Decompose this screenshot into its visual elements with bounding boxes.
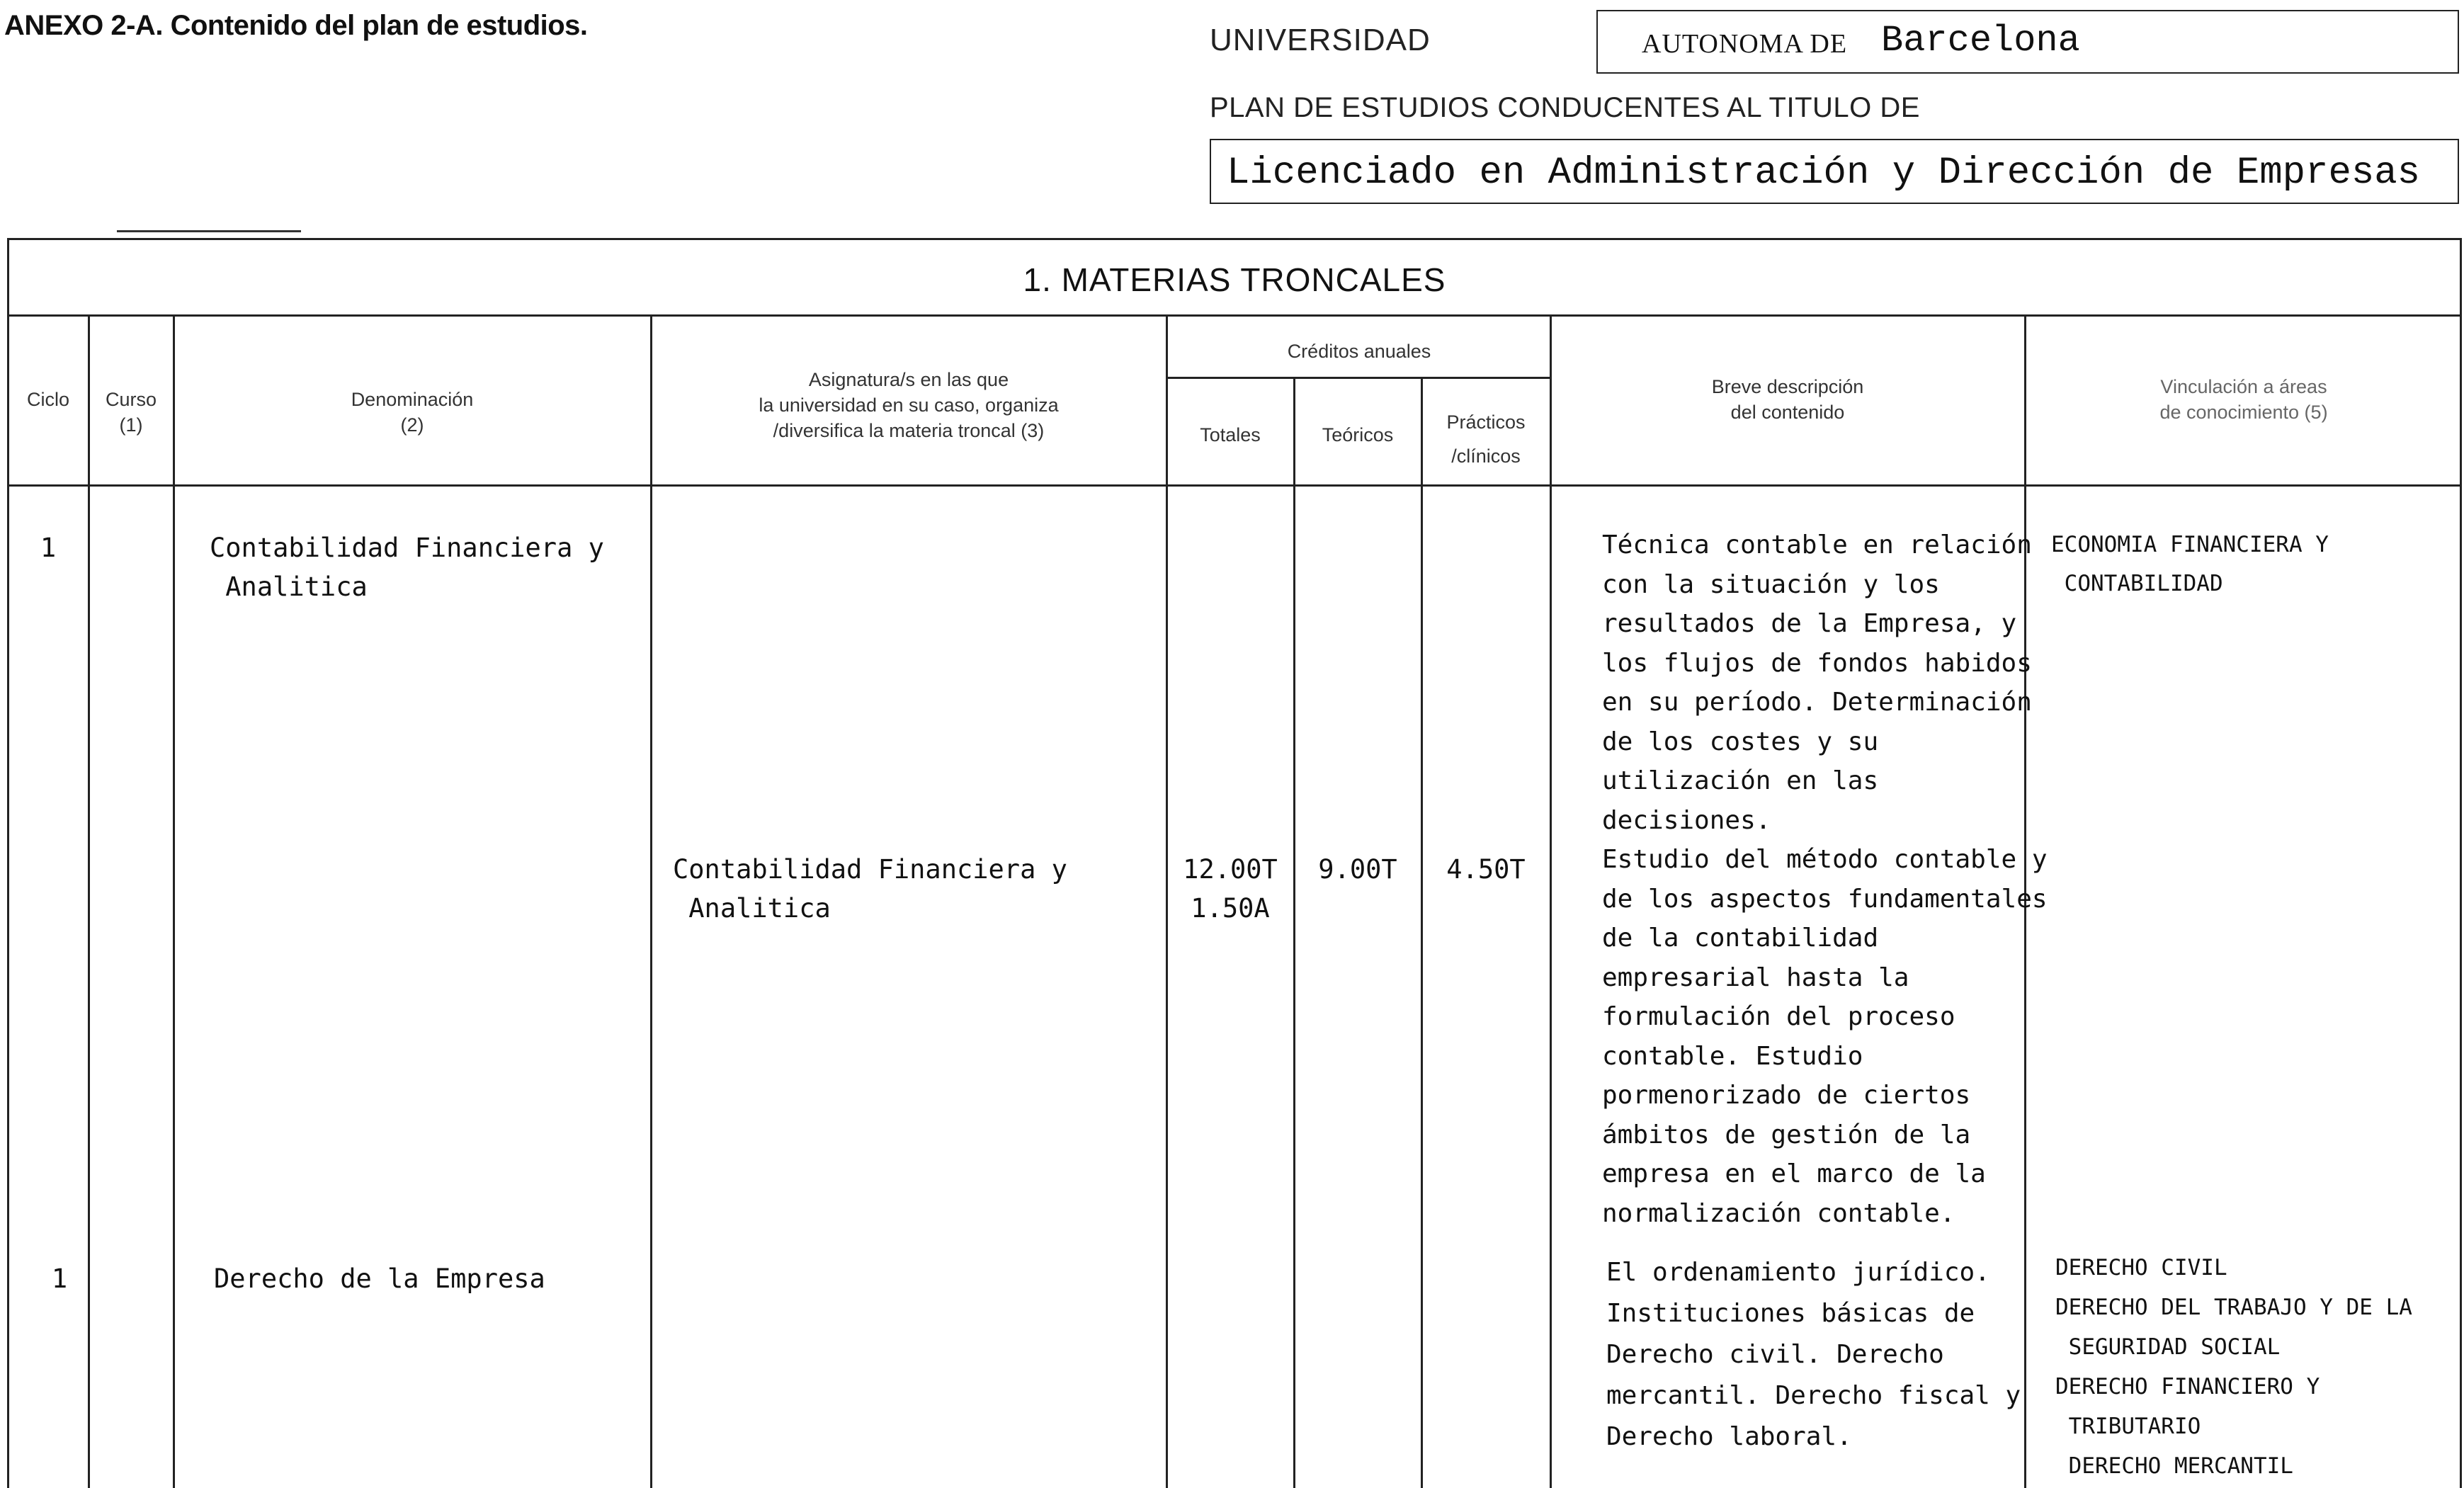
row2-denominacion: Derecho de la Empresa xyxy=(214,1263,545,1294)
annex-number: ANEXO 2-A. xyxy=(4,10,163,41)
row1-teoricos: 9.00T xyxy=(1318,854,1397,885)
header-curso: Curso (1) xyxy=(105,389,157,436)
col-divider-5 xyxy=(1293,377,1295,1488)
header-ciclo: Ciclo xyxy=(26,389,69,410)
degree-title: Licenciado en Administración y Dirección de Empresas xyxy=(1227,152,2421,195)
row1-denominacion: Contabilidad Financiera y Analitica xyxy=(210,533,604,602)
header-totales: Totales xyxy=(1200,424,1261,445)
col-divider-7 xyxy=(1550,314,1552,1488)
col-divider-4 xyxy=(1166,314,1168,1488)
col-divider-1 xyxy=(88,314,90,1488)
header-asignatura: Asignatura/s en las que la universidad en su caso, organiza /diversifica la materia troncal (3) xyxy=(759,369,1059,441)
section-title: 1. MATERIAS TRONCALES xyxy=(1023,261,1446,298)
divider-mark xyxy=(117,230,301,232)
annex-title xyxy=(4,10,588,42)
row1-asignatura: Contabilidad Financiera y Analitica xyxy=(673,854,1067,924)
annex-subtitle: Contenido del plan de estudios. xyxy=(170,10,588,41)
col-divider-3 xyxy=(650,314,652,1488)
university-box xyxy=(1596,10,2459,74)
title-divider xyxy=(7,314,2462,317)
row2-ciclo: 1 xyxy=(51,1263,68,1294)
header-denominacion: Denominación (2) xyxy=(351,389,474,436)
header-creditos: Créditos anuales xyxy=(1287,341,1431,362)
header-teoricos: Teóricos xyxy=(1322,424,1394,445)
university-prefix: AUTONOMA DE xyxy=(1642,29,1848,59)
col-divider-6 xyxy=(1421,377,1423,1488)
credits-divider xyxy=(1166,377,1551,379)
header-descripcion: Breve descripción del contenido xyxy=(1711,376,1864,423)
row1-totales: 12.00T 1.50A xyxy=(1183,854,1278,924)
header-practicos: Prácticos /clínicos xyxy=(1446,411,1526,467)
plan-label: PLAN DE ESTUDIOS CONDUCENTES AL TITULO DE xyxy=(1210,92,1920,123)
row1-ciclo: 1 xyxy=(40,533,57,563)
row2-vinculacion: DERECHO CIVIL DERECHO DEL TRABAJO Y DE LA SEGURIDAD SOCIAL DERECHO FINANCIERO Y TRIBUTARIO DERECHO MERCANTIL xyxy=(2055,1255,2412,1479)
col-divider-2 xyxy=(173,314,175,1488)
header-divider xyxy=(7,484,2462,487)
row1-descripcion: Técnica contable en relación con la situación y los resultados de la Empresa, y los flujos de fondos habidos en su período. Determinación de los costes y su utilización en las decisiones. Estudio del método contable y de los aspectos fundamentales de la contabilidad empresarial hasta la formulación del proceso contable. Estudio pormenorizado de ciertos ámbitos de gestión de la empresa en el marco de la normalización contable. xyxy=(1602,530,2048,1228)
row2-descripcion: El ordenamiento jurídico. Instituciones básicas de Derecho civil. Derecho mercantil. Derecho fiscal y Derecho laboral. xyxy=(1606,1258,2021,1451)
row1-practicos: 4.50T xyxy=(1446,854,1526,885)
header-vinculacion: Vinculación a áreas de conocimiento (5) xyxy=(2159,376,2328,423)
university-name: Barcelona xyxy=(1881,20,2080,62)
university-label: UNIVERSIDAD xyxy=(1210,23,1431,57)
degree-box xyxy=(1210,139,2459,204)
row1-vinculacion: ECONOMIA FINANCIERA Y CONTABILIDAD xyxy=(2051,532,2329,596)
